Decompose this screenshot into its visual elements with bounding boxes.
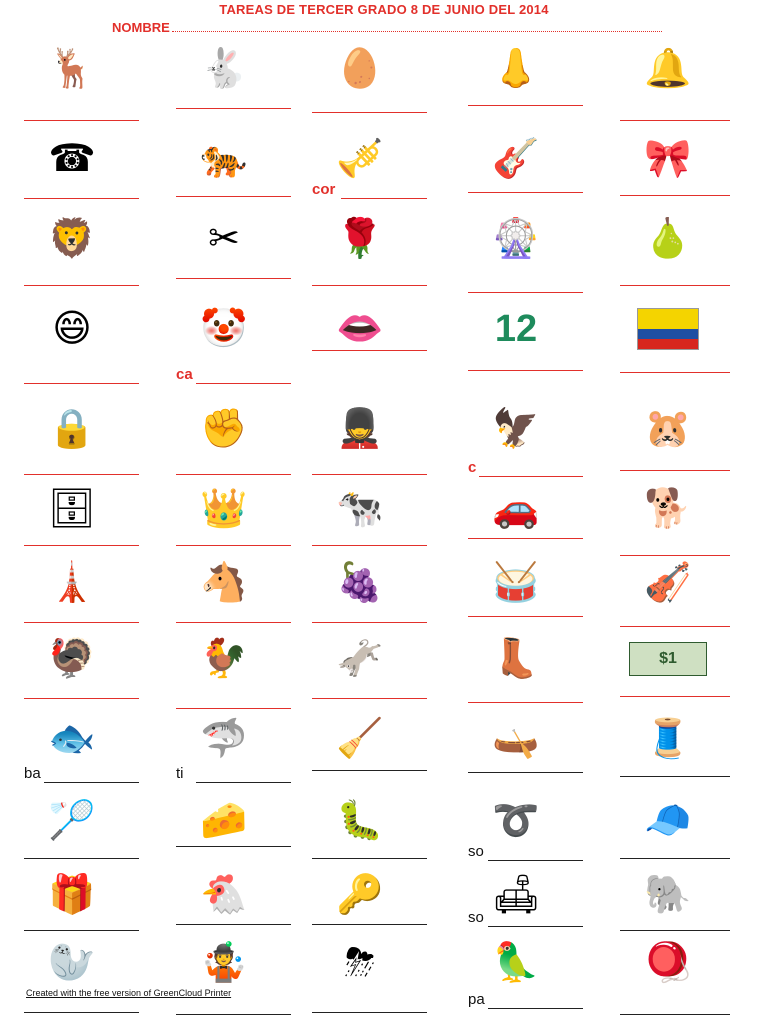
word-prefix: cor [312,181,336,198]
key-icon: 🔑 [336,874,384,916]
answer-line[interactable] [488,1008,583,1009]
rope-icon: ➰ [492,800,540,842]
answer-line[interactable] [468,192,583,193]
answer-line[interactable] [24,930,139,931]
word-prefix: so [468,843,484,860]
answer-line[interactable] [479,476,583,477]
answer-line[interactable] [176,622,291,623]
answer-line[interactable] [312,112,427,113]
tiger-icon: 🐅 [200,138,248,180]
cheese-icon: 🧀 [200,800,248,842]
word-prefix: ti [176,765,184,782]
name-label: NOMBRE [112,20,170,35]
hen-icon: 🐔 [200,874,248,916]
answer-line[interactable] [24,383,139,384]
needles-icon: ✂ [208,218,240,260]
rooster-icon: 🐓 [200,638,248,680]
turkey-icon: 🦃 [48,638,96,680]
grapes-icon: 🍇 [336,562,384,604]
wheel-icon: 🎡 [492,218,540,260]
answer-line[interactable] [176,108,291,109]
footer-note: Created with the free version of GreenCloud Printer [26,988,232,998]
answer-line[interactable] [312,698,427,699]
answer-line[interactable] [312,622,427,623]
answer-line[interactable] [176,545,291,546]
answer-line[interactable] [24,120,139,121]
car-icon: 🚗 [492,488,540,530]
page-title: TAREAS DE TERCER GRADO 8 DE JUNIO DEL 2014 [219,2,549,17]
answer-line[interactable] [24,698,139,699]
guitar-icon: 🎸 [492,138,540,180]
nose-icon: 👃 [492,48,540,90]
answer-line[interactable] [620,776,730,777]
answer-line[interactable] [468,292,583,293]
clown-face-icon: 🤡 [200,308,248,350]
answer-line[interactable] [488,860,583,861]
bell-icon: 🔔 [644,48,692,90]
crown-icon: 👑 [200,488,248,530]
answer-line[interactable] [24,198,139,199]
answer-line[interactable] [24,858,139,859]
answer-line[interactable] [468,370,583,371]
storm-cloud-icon: ⛈ [344,942,376,984]
mouth-icon: 👄 [336,308,384,350]
answer-line[interactable] [196,383,291,384]
answer-line[interactable] [620,372,730,373]
answer-line[interactable] [176,1014,291,1015]
broom-icon: 🧹 [336,718,384,760]
canoe-icon: 🛶 [492,718,540,760]
answer-line[interactable] [620,1014,730,1015]
lighthouse-icon: 🗼 [48,562,96,604]
seal-icon: 🦭 [48,942,96,984]
word-prefix: c [468,459,477,476]
answer-line[interactable] [620,470,730,471]
answer-line[interactable] [176,846,291,847]
answer-line[interactable] [312,285,427,286]
violin-icon: 🎻 [644,562,692,604]
answer-line[interactable] [312,474,427,475]
answer-line[interactable] [312,770,427,771]
cow-icon: 🐄 [336,488,384,530]
answer-line[interactable] [312,1012,427,1013]
answer-line[interactable] [468,105,583,106]
padlock-icon: 🔒 [48,408,96,450]
clown-icon: 🤹 [200,942,248,984]
answer-line[interactable] [620,696,730,697]
answer-line[interactable] [312,858,427,859]
fist-icon: ✊ [200,408,248,450]
sofa-icon: 🛋 [491,874,541,916]
lion-icon: 🦁 [48,218,96,260]
gift-icon: 🎁 [48,874,96,916]
puppies-icon: 🐕 [644,488,692,530]
trumpet-icon: 🎺 [336,138,384,180]
answer-line[interactable] [312,350,427,351]
flag-icon [628,298,708,360]
cap-icon: 🧢 [644,800,692,842]
elephant-icon: 🐘 [644,874,692,916]
word-prefix: ca [176,366,193,383]
dresser-icon: 🗄 [47,488,97,530]
parrot-icon: 🦜 [492,942,540,984]
answer-line[interactable] [468,772,583,773]
rabbit-icon: 🐇 [200,48,248,90]
racket-icon: 🏸 [48,800,96,842]
yoyo-icon: 🪀 [644,942,692,984]
rose-icon: 🌹 [336,218,384,260]
sewing-machine-icon: 🧵 [644,718,692,760]
answer-line[interactable] [620,930,730,931]
answer-line[interactable] [620,120,730,121]
deer-icon: 🦌 [48,48,96,90]
answer-line[interactable] [196,782,291,783]
answer-line[interactable] [488,926,583,927]
word-prefix: pa [468,991,485,1008]
answer-line[interactable] [24,622,139,623]
catfish-icon: 🐟 [48,718,96,760]
answer-line[interactable] [24,285,139,286]
answer-line[interactable] [468,702,583,703]
guinea-pig-icon: 🐹 [644,408,692,450]
answer-line[interactable] [312,545,427,546]
pear-icon: 🍐 [644,218,692,260]
word-prefix: ba [24,765,41,782]
answer-line[interactable] [24,545,139,546]
dollar-bill-icon: $1 [628,628,708,690]
answer-line[interactable] [44,782,139,783]
answer-line[interactable] [620,626,730,627]
answer-line[interactable] [468,616,583,617]
answer-line[interactable] [620,195,730,196]
answer-line[interactable] [312,924,427,925]
cart-icon: 🐴 [200,562,248,604]
answer-line[interactable] [620,858,730,859]
eggs-icon: 🥚 [336,48,384,90]
answer-line[interactable] [176,278,291,279]
answer-line[interactable] [24,474,139,475]
bow-icon: 🎀 [644,138,692,180]
answer-line[interactable] [468,538,583,539]
soldier-icon: 💂 [336,408,384,450]
boy-face-icon: 😄 [52,308,92,350]
answer-line[interactable] [176,924,291,925]
drum-icon: 🥁 [492,562,540,604]
telephone-icon: ☎ [48,138,96,180]
answer-line[interactable] [620,285,730,286]
number-twelve-icon: 12 [494,308,538,350]
answer-line[interactable] [176,474,291,475]
answer-line[interactable] [176,196,291,197]
shark-icon: 🦈 [200,718,248,760]
answer-line[interactable] [24,1012,139,1013]
word-prefix: so [468,909,484,926]
caterpillar-icon: 🐛 [336,800,384,842]
donkey-icon: 🫏 [336,638,384,680]
boot-icon: 👢 [492,638,540,680]
answer-line[interactable] [341,198,427,199]
condor-icon: 🦅 [492,408,540,450]
